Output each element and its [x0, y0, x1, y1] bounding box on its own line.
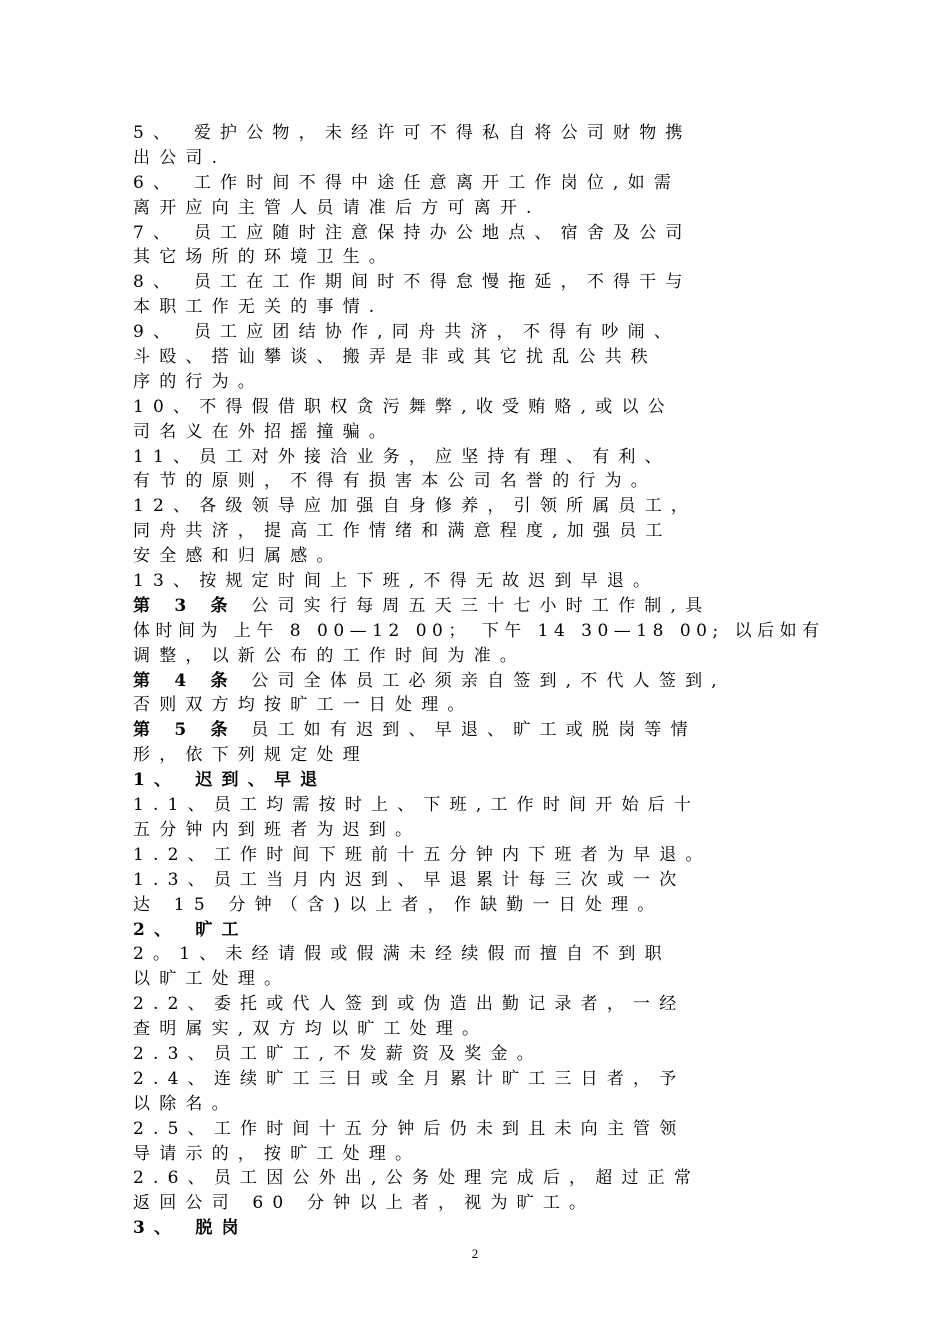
text-line	[133, 146, 833, 171]
line-text: 2.5、工作时间十五分钟后仍未到且未向主管领	[133, 1118, 686, 1139]
text-line	[133, 121, 833, 146]
line-text: 2.2、委托或代人签到或伪造出勤记录者，一经	[133, 994, 686, 1015]
text-line	[133, 420, 833, 445]
line-text: 以除名。	[133, 1093, 238, 1114]
line-text: 7、 员工应随时注意保持办公地点、宿舍及公司	[133, 222, 692, 243]
text-line	[133, 718, 833, 743]
text-line	[133, 768, 833, 793]
text-line	[133, 345, 833, 370]
line-text: 2。1、未经请假或假满未经续假而擅自不到职	[133, 944, 671, 965]
text-line	[133, 619, 833, 644]
line-text: 其它场所的环境卫生。	[133, 247, 395, 268]
text-line	[133, 868, 833, 893]
line-text: 离开应向主管人员请准后方可离开.	[133, 197, 541, 218]
line-text: 13、按规定时间上下班,不得无故迟到早退。	[133, 571, 660, 592]
line-text: 五分钟内到班者为迟到。	[133, 819, 422, 840]
text-line	[133, 1142, 833, 1167]
line-text: 公司全体员工必须亲自签到,不代人签到,	[236, 670, 726, 691]
text-line	[133, 1092, 833, 1117]
text-line	[133, 818, 833, 843]
document-body	[133, 121, 833, 1241]
text-line	[133, 669, 833, 694]
article-label: 第 3 条	[133, 595, 237, 616]
text-line	[133, 370, 833, 395]
line-text: 2.4、连续旷工三日或全月累计旷工三日者，予	[133, 1068, 686, 1089]
line-text: 1.1、员工均需按时上、下班,工作时间开始后十	[133, 795, 701, 816]
article-label: 第 5 条	[133, 720, 237, 741]
text-line	[133, 295, 833, 320]
line-text: 6、 工作时间不得中途任意离开工作岗位,如需	[133, 172, 681, 193]
text-line	[133, 1117, 833, 1142]
line-text: 10、不得假借职权贪污舞弊,收受贿赂,或以公	[133, 396, 674, 417]
text-line	[133, 644, 833, 669]
line-text: 9、 员工应团结协作,同舟共济，不得有吵闹、	[133, 322, 681, 343]
text-line	[133, 1191, 833, 1216]
text-line	[133, 1042, 833, 1067]
text-line	[133, 1017, 833, 1042]
text-line	[133, 395, 833, 420]
line-text: 2、 旷工	[133, 919, 248, 940]
line-text: 11、员工对外接洽业务，应坚持有理、有利、	[133, 446, 671, 467]
line-text: 2.3、员工旷工,不发薪资及奖金。	[133, 1043, 543, 1064]
line-text: 1.3、员工当月内迟到、早退累计每三次或一次	[133, 869, 686, 890]
line-text: 安全感和归属感。	[133, 546, 343, 567]
line-text: 3、 脱岗	[133, 1218, 248, 1239]
text-line	[133, 196, 833, 221]
line-text: 12、各级领导应加强自身修养，引领所属员工，	[133, 496, 698, 517]
line-text: 斗殴、搭讪攀谈、搬弄是非或其它扰乱公共秩	[133, 347, 657, 368]
text-line	[133, 569, 833, 594]
line-text: 同舟共济，提高工作情绪和满意程度,加强员工	[133, 521, 672, 542]
text-line	[133, 270, 833, 295]
text-line	[133, 893, 833, 918]
text-line	[133, 843, 833, 868]
line-text: 有节的原则，不得有损害本公司名誉的行为。	[133, 471, 657, 492]
text-line	[133, 1216, 833, 1241]
line-text: 出公司.	[133, 147, 227, 168]
text-line	[133, 793, 833, 818]
line-text: 调整，以新公布的工作时间为准。	[133, 645, 526, 666]
text-line	[133, 245, 833, 270]
text-line	[133, 445, 833, 470]
text-line	[133, 519, 833, 544]
line-text: 5、 爱护公物，未经许可不得私自将公司财物携	[133, 123, 692, 143]
line-text: 序的行为。	[133, 371, 264, 392]
line-text: 体时间为 上午 8 00—12 00； 下午 14 30—18 00; 以后如有	[133, 620, 825, 641]
line-text: 否则双方均按旷工一日处理。	[133, 695, 474, 716]
text-line	[133, 494, 833, 519]
text-line	[133, 171, 833, 196]
text-line	[133, 693, 833, 718]
line-text: 2.6、员工因公外出,公务处理完成后，超过正常	[133, 1168, 701, 1189]
text-line	[133, 743, 833, 768]
line-text: 1、 迟到、早退	[133, 770, 327, 791]
text-line	[133, 544, 833, 569]
text-line	[133, 469, 833, 494]
article-label: 第 4 条	[133, 670, 237, 691]
line-text: 达 15 分钟（含)以上者，作缺勤一日处理。	[133, 894, 664, 915]
text-line	[133, 942, 833, 967]
line-text: 员工如有迟到、早退、旷工或脱岗等情	[236, 720, 697, 741]
line-text: 返回公司 60 分钟以上者，视为旷工。	[133, 1193, 596, 1214]
text-line	[133, 1067, 833, 1092]
line-text: 8、 员工在工作期间时不得怠慢拖延，不得干与	[133, 272, 692, 293]
text-line	[133, 320, 833, 345]
line-text: 司名义在外招摇撞骗。	[133, 421, 395, 442]
text-line	[133, 918, 833, 943]
line-text: 查明属实,双方均以旷工处理。	[133, 1019, 489, 1040]
line-text: 1.2、工作时间下班前十五分钟内下班者为早退。	[133, 844, 712, 865]
line-text: 公司实行每周五天三十七小时工作制,具	[236, 595, 712, 616]
text-line	[133, 221, 833, 246]
line-text: 本职工作无关的事情.	[133, 297, 384, 318]
line-text: 导请示的，按旷工处理。	[133, 1143, 422, 1164]
line-text: 形，依下列规定处理	[133, 745, 369, 766]
line-text: 以旷工处理。	[133, 969, 291, 990]
text-line	[133, 992, 833, 1017]
page-number: 2	[471, 1246, 479, 1261]
text-line	[133, 1166, 833, 1191]
text-line	[133, 967, 833, 992]
text-line	[133, 594, 833, 619]
